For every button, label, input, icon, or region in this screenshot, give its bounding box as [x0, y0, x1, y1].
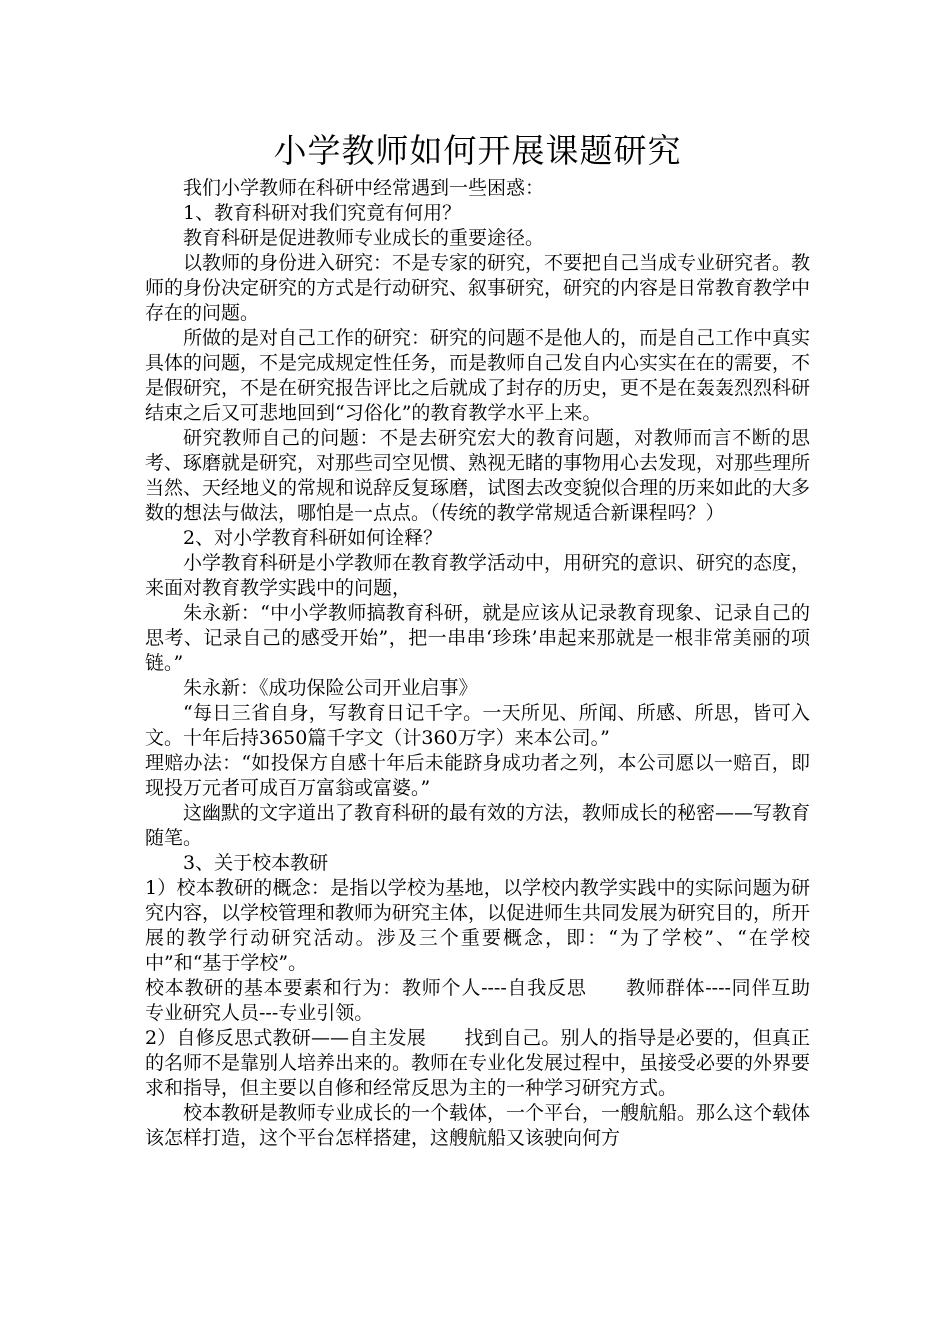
- body-paragraph: 朱永新：《成功保险公司开业启事》: [183, 677, 478, 699]
- body-paragraph: 教育科研是促进教师专业成长的重要途径。: [183, 227, 545, 249]
- body-paragraph: “每日三省自身，写教育日记千字。一天所见、所闻、所感、所思，皆可入文。十年后持3650篇千字文（计360万字）来本公司。”: [145, 702, 810, 749]
- body-paragraph: 所做的是对自己工作的研究：研究的问题不是他人的，而是自己工作中真实具体的问题，不是完成规定性任务，而是教师自己发自内心实实在在的需要，不是假研究，不是在研究报告评比之后就成了封存的历史，更不是在轰轰烈烈科研结束之后又可悲地回到“习俗化”的教育教学水平上来。: [145, 327, 811, 424]
- body-paragraph: 朱永新：“中小学教师搞教育科研，就是应该从记录教育现象、记录自己的思考、记录自己的感受开始”，把一串串‘珍珠’串起来那就是一根非常美丽的项链。”: [145, 602, 810, 674]
- body-paragraph: 理赔办法：“如投保方自感十年后未能跻身成功者之列，本公司愿以一赔百，即现投万元者可成百万富翁或富婆。”: [145, 752, 810, 799]
- body-paragraph: 1）校本教研的概念：是指以学校为基地，以学校内教学实践中的实际问题为研究内容，以学校管理和教师为研究主体，以促进师生共同发展为研究目的，所开展的教学行动研究活动。涉及三个重要概念，即：“为了学校”、“在学校中”和“基于学校”。: [145, 877, 811, 974]
- body-paragraph: 研究教师自己的问题：不是去研究宏大的教育问题，对教师而言不断的思考、琢磨就是研究，对那些司空见惯、熟视无睹的事物用心去发现，对那些理所当然、天经地义的常规和说辞反复琢磨，试图去改变貌似合理的历来如此的大多数的想法与做法，哪怕是一点点。（传统的教学常规适合新课程吗？）: [145, 427, 811, 524]
- document-page: [145, 128, 868, 1151]
- body-paragraph: 这幽默的文字道出了教育科研的最有效的方法，教师成长的秘密——写教育随笔。: [145, 802, 811, 849]
- body-paragraph: 我们小学教师在科研中经常遇到一些困惑：: [183, 177, 545, 199]
- body-paragraph: 1、教育科研对我们究竟有何用？: [183, 202, 462, 224]
- body-paragraph: 3、关于校本教研: [183, 852, 329, 874]
- body-paragraph: 小学教育科研是小学教师在教育教学活动中，用研究的意识、研究的态度，来面对教育教学实践中的问题，: [145, 552, 811, 599]
- body-paragraph: 校本教研是教师专业成长的一个载体，一个平台，一艘航船。那么这个载体该怎样打造，这个平台怎样搭建，这艘航船又该驶向何方: [145, 1102, 811, 1149]
- body-paragraph: 2、对小学教育科研如何诠释？: [183, 527, 443, 549]
- document-title: 小学教师如何开展课题研究: [273, 131, 682, 170]
- body-paragraph: 以教师的身份进入研究：不是专家的研究，不要把自己当成专业研究者。教师的身份决定研究的方式是行动研究、叙事研究，研究的内容是日常教育教学中存在的问题。: [145, 252, 811, 324]
- body-paragraph: 校本教研的基本要素和行为：教师个人----自我反思 教师群体----同伴互助 专业研究人员---专业引领。: [145, 977, 868, 1024]
- document-body: [145, 176, 868, 1151]
- body-paragraph: 2）自修反思式教研——自主发展 找到自己。别人的指导是必要的，但真正的名师不是靠别人培养出来的。教师在专业化发展过程中，虽接受必要的外界要求和指导，但主要以自修和经常反思为主的一种学习研究方式。: [145, 1027, 811, 1099]
